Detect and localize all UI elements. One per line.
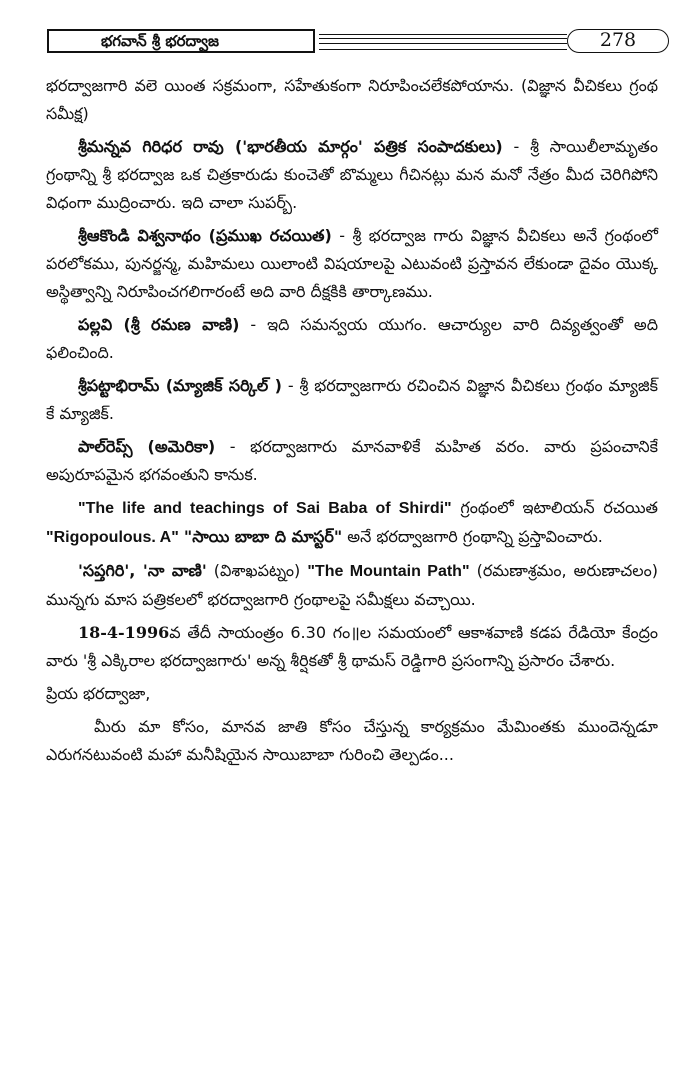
page-number: 278	[567, 29, 669, 53]
text-segment: అనే భరద్వాజగారి గ్రంథాన్ని ప్రస్తావించారు.	[342, 527, 603, 546]
review-paul-reps	[46, 433, 658, 489]
review-text: - శ్రీ భరద్వాజగారు రచించిన విజ్ఞాన వీచికలు గ్రంథం మ్యాజిక్ కే మ్యాజిక్.	[46, 376, 658, 423]
reviewer-name: శ్రీఆకొండి విశ్వనాథం (ప్రముఖ రచయిత)	[78, 226, 332, 245]
magazine-reviews	[46, 557, 658, 614]
text-segment: (రమణాశ్రమం, అరుణాచలం) మున్నగు మాస పత్రికలలో భరద్వాజగారి గ్రంథాలపై సమీక్షలు వచ్చాయి.	[46, 561, 658, 609]
letter-salutation: ప్రియ భరద్వాజా,	[46, 684, 151, 703]
reviewer-name: పాల్‌రెప్స్ (అమెరికా)	[78, 437, 216, 456]
broadcast-date: 18-4-1996	[78, 623, 170, 642]
review-pallavi	[46, 311, 658, 367]
book-title: భగవాన్ శ్రీ భరద్వాజ	[47, 29, 315, 53]
header-rule-lines	[319, 34, 567, 50]
rigopoulos-mention	[46, 494, 658, 552]
review-viswanatham	[46, 222, 658, 306]
magazine-names: 'సప్తగిరి', 'నా వాణి'	[78, 561, 207, 580]
running-header	[47, 29, 667, 55]
radio-broadcast	[46, 619, 658, 675]
reviewer-name: శ్రీపట్టాభిరామ్ (మ్యాజిక్ సర్కిల్ )	[78, 376, 282, 395]
review-text: - భరద్వాజగారు మానవాళికే మహిత వరం. వారు ప్రపంచానికే అపురూపమైన భగవంతుని కానుక.	[46, 437, 659, 484]
text-segment: (విశాఖపట్నం)	[206, 561, 308, 580]
telugu-book-title: "సాయి బాబా ది మాస్టర్"	[183, 527, 343, 546]
page-body	[46, 72, 658, 774]
reviewer-name: పల్లవి (శ్రీ రమణ వాణి)	[78, 315, 240, 334]
text-segment: వ తేదీ సాయంత్రం 6.30 గం॥ల సమయంలో ఆకాశవాణి కడప రేడియో కేంద్రం వారు 'శ్రీ ఎక్కిరాల భరద్వాజగారు' అన్న శీర్షికతో శ్రీ థామస్ రెడ్డిగారి ప్రసంగాన్ని ప్రసారం చేశారు.	[46, 623, 658, 670]
review-text: - ఇది సమన్వయ యుగం. ఆచార్యుల వారి దివ్యత్వంతో అది ఫలించింది.	[46, 315, 658, 362]
review-pattabhiram	[46, 372, 658, 428]
reviewer-name: శ్రీమన్నవ గిరిధర రావు ('భారతీయ మార్గం' పత్రిక సంపాదకులు)	[78, 137, 503, 156]
review-text: - శ్రీ భరద్వాజ గారు విజ్ఞాన వీచికలు అనే గ్రంథంలో పరలోకము, పునర్జన్మ, మహిమలు యిలాంటి విషయాలపై ఎటువంటి ప్రస్తావన లేకుండా దైవం యొక్క అస్థిత్వాన్ని నిరూపించగలిగారంటే అది వారి దీక్షకికి తార్కాణము.	[46, 226, 658, 301]
letter-body: మీరు మా కోసం, మానవ జాతి కోసం చేస్తున్న కార్యక్రమం మేమింతకు ముందెన్నడూ ఎరుగనటువంటి మహా మనీషియైన సాయిబాబా గురించి తెల్పడం...	[46, 717, 658, 764]
mountain-path-title: "The Mountain Path"	[307, 563, 470, 580]
review-giridhar-rao	[46, 133, 658, 217]
english-book-title: "The life and teachings of Sai Baba of Shirdi"	[78, 500, 452, 517]
paragraph-1: భరద్వాజగారి వలె యింత సక్రమంగా, సహేతుకంగా నిరూపించలేకపోయాను. (విజ్ఞాన వీచికలు గ్రంథ సమీక్ష)	[46, 76, 658, 123]
text-segment: గ్రంథంలో ఇటాలియన్ రచయిత	[451, 498, 659, 517]
review-text: - శ్రీ సాయిలీలామృతం గ్రంథాన్ని శ్రీ భరద్వాజ ఒక చిత్రకారుడు కుంచెతో బొమ్మలు గీచినట్లు మన మనో నేత్రం మీద చెరిగిపోని విధంగా ముద్రించారు. ఇది చాలా సుపర్బ్.	[46, 137, 658, 212]
author-name: "Rigopoulous. A"	[46, 529, 179, 546]
